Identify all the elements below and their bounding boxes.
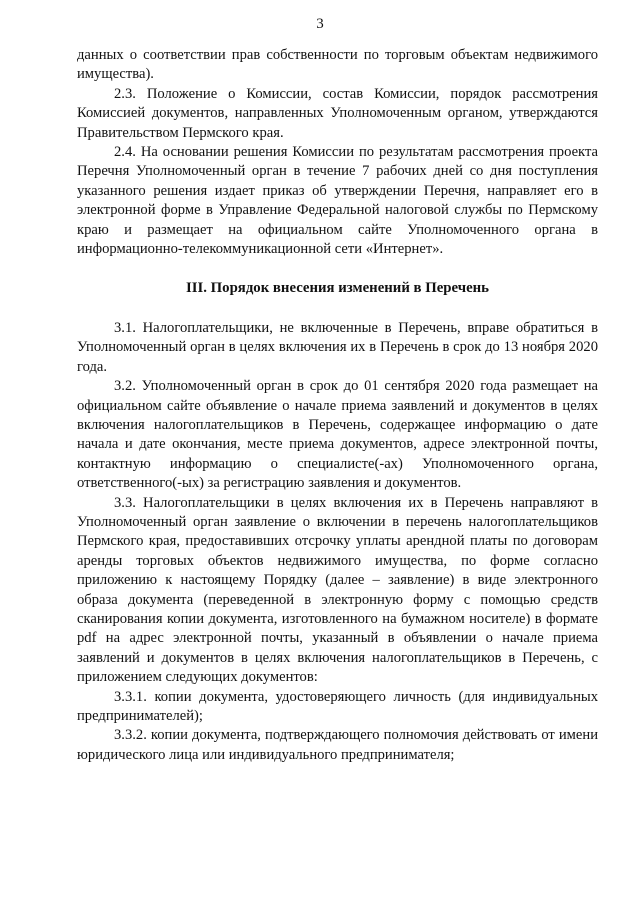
page-number: 3 [316, 16, 324, 32]
paragraph-3-3: 3.3. Налогоплательщики в целях включения их в Перечень направляют в Уполномоченный орган заявление о включении в перечень налогоплательщиков Пермского края, предоставивших отсрочку уплаты арендной платы по договорам аренды торговых объектов недвижимого имущества, по форме согласно приложению к настоящему Порядку (далее – заявление) в виде электронного образа документа (переведенной в электронную форму с помощью средств сканирования копии документа, изготовленного на бумажном носителе) в формате pdf на адрес электронной почты, указанный в объявлении о начале приема заявлений и документов в целях включения налогоплательщиков в Перечень, с приложением следующих документов: [77, 494, 598, 686]
paragraph-3-2: 3.2. Уполномоченный орган в срок до 01 сентября 2020 года размещает на официальном сайте объявление о начале приема заявлений и документов в целях включения налогоплательщиков в Перечень, содержащее информацию о дате начала и дате окончания, месте приема документов, адресе электронной почты, контактную информацию о специалисте(-ах) Уполномоченного органа, ответственного(-ых) за регистрацию заявления и документов. [77, 378, 598, 492]
document-body [77, 46, 598, 765]
paragraph-2-3: 2.3. Положение о Комиссии, состав Комиссии, порядок рассмотрения Комиссией документов, направленных Уполномоченным органом, утверждаются Правительством Пермского края. [77, 85, 598, 141]
paragraph-3-3-2: 3.3.2. копии документа, подтверждающего полномочия действовать от имени юридического лица или индивидуального предпринимателя; [77, 727, 598, 763]
section-heading-3: III. Порядок внесения изменений в Перечень [186, 280, 489, 297]
paragraph-3-3-1: 3.3.1. копии документа, удостоверяющего личность (для индивидуальных предпринимателей); [77, 688, 598, 724]
paragraph-3-1: 3.1. Налогоплательщики, не включенные в Перечень, вправе обратиться в Уполномоченный орган в целях включения их в Перечень в срок до 13 ноября 2020 года. [77, 319, 598, 375]
paragraph-continuation: данных о соответствии прав собственности по торговым объектам недвижимого имущества). [77, 47, 598, 83]
paragraph-2-4: 2.4. На основании решения Комиссии по результатам рассмотрения проекта Перечня Уполномоченный орган в течение 7 рабочих дней со дня поступления указанного решения издает приказ об утверждении Перечня, направляет его в электронной форме в Управление Федеральной налоговой службы по Пермскому краю и размещает на официальном сайте Уполномоченного органа в информационно-телекоммуникационной сети «Интернет». [77, 144, 598, 258]
